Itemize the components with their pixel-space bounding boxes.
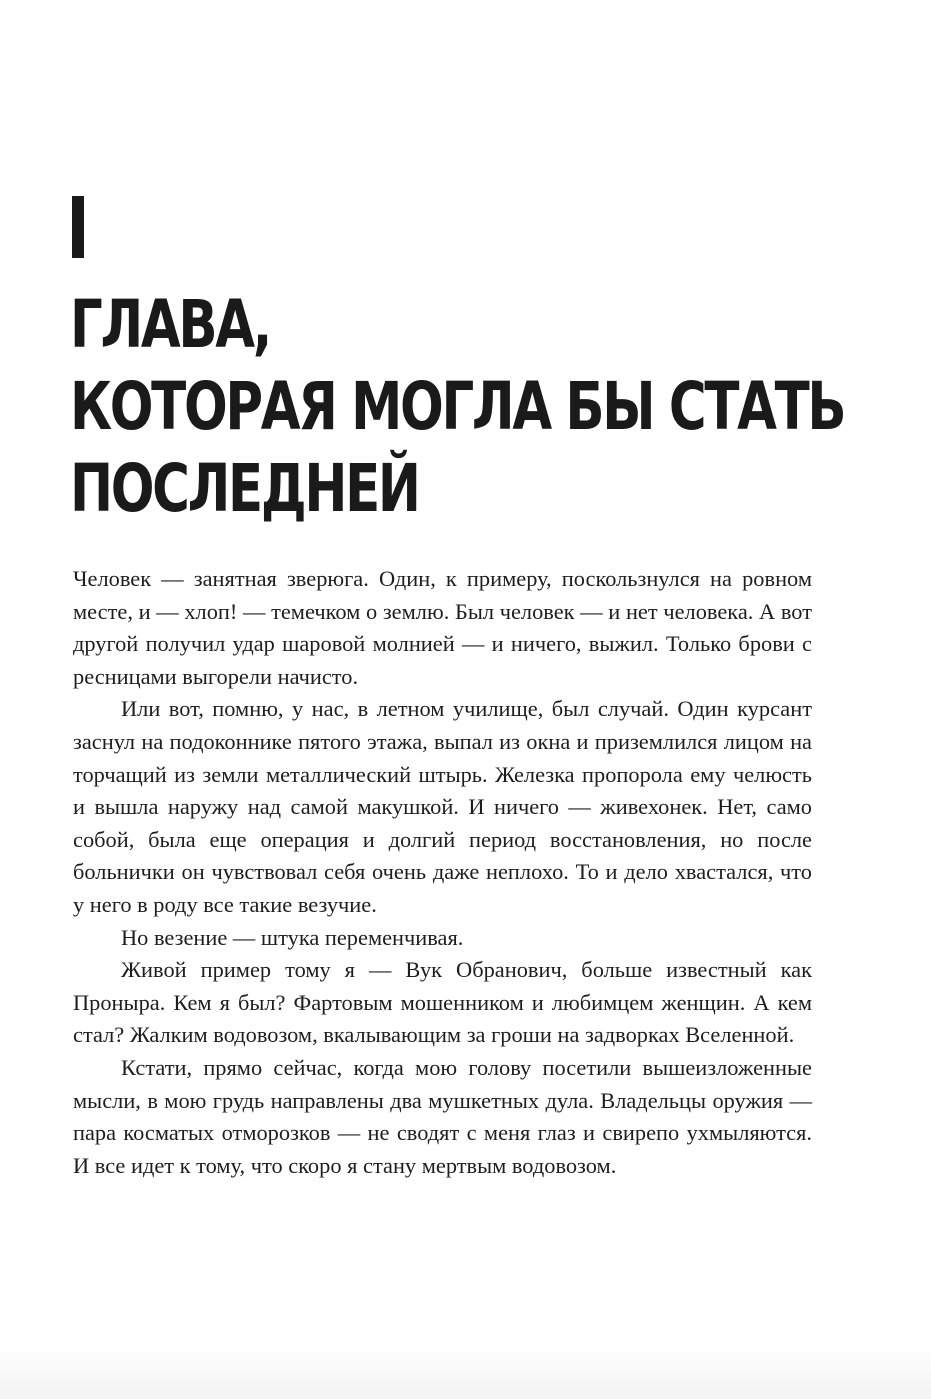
paragraph: Но везение — штука переменчивая. (121, 924, 464, 950)
chapter-body (73, 563, 812, 1182)
chapter-title-line: КОТОРАЯ МОГЛА БЫ СТАТЬ (70, 368, 845, 445)
paragraph: Человек — занятная зверюга. Один, к примеру, поскользнулся на ровном месте, и — хлоп! — темечком о землю. Был человек — и нет человека. А вот другой получил удар шаровой молнией — и ничего, выжил. Только брови с ресницами выгорели начисто. (73, 566, 812, 689)
chapter-title (70, 284, 870, 530)
paragraph: Живой пример тому я — Вук Обранович, больше известный как Проныра. Кем я был? Фартовым мошенником и любимцем женщин. А кем стал? Жалким водовозом, вкалывающим за гроши на задворках Вселенной. (73, 957, 812, 1048)
chapter-title-line: ГЛАВА, (70, 286, 271, 363)
chapter-number (72, 196, 84, 258)
paragraph: Или вот, помню, у нас, в летном училище, был случай. Один курсант заснул на подоконнике пятого этажа, выпал из окна и приземлился лицом на торчащий из земли металлический штырь. Железка пропорола ему челюсть и вышла наружу над самой макушкой. И ничего — живехонек. Нет, само собой, была еще операция и долгий период восстановления, но после больнички он чувствовал себя очень даже неплохо. То и дело хвастался, что у него в роду все такие везучие. (73, 696, 812, 917)
paragraph: Кстати, прямо сейчас, когда мою голову посетили вышеизложенные мысли, в мою грудь направлены два мушкетных дула. Владельцы оружия — пара косматых отморозков — не сводят с меня глаз и свирепо ухмыляются. И все идет к тому, что скоро я стану мертвым водовозом. (73, 1054, 812, 1178)
chapter-title-line: ПОСЛЕДНЕЙ (70, 450, 419, 527)
